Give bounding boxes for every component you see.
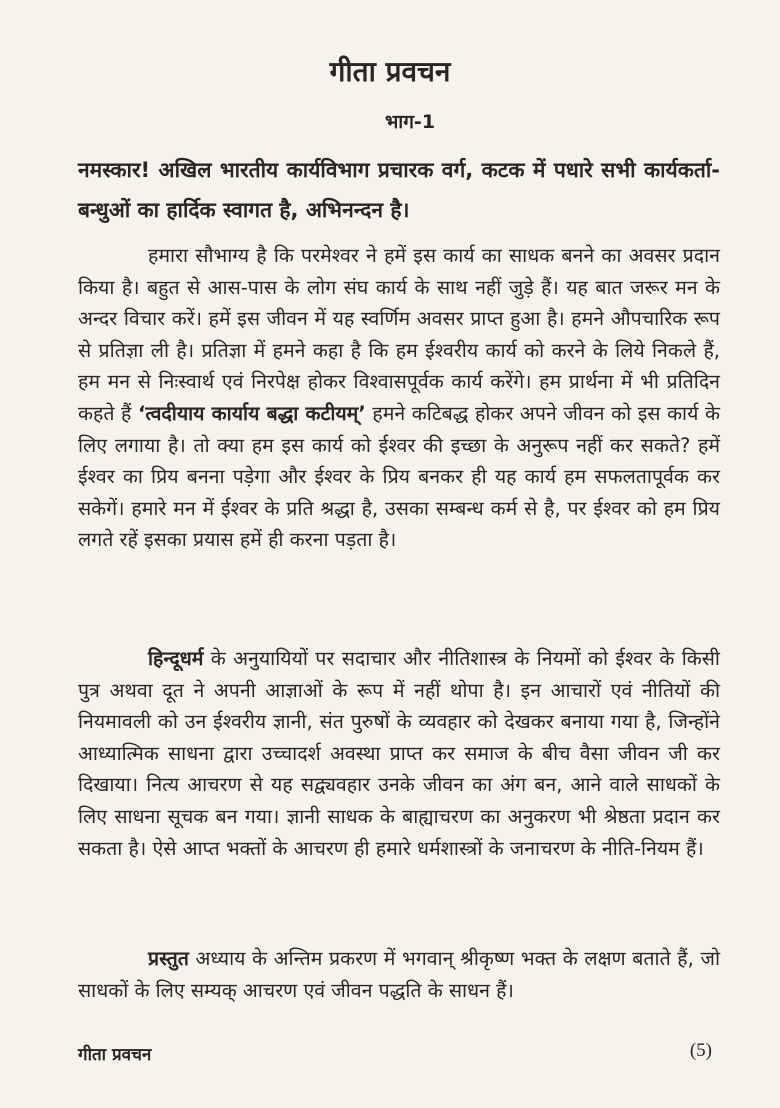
part-heading: भाग-1 (384, 111, 436, 133)
paragraph-1 (78, 240, 720, 556)
page-title: गीता प्रवचन (329, 55, 451, 88)
bold-lead-word: प्रस्तुत (148, 947, 189, 970)
paragraph-text: हमने कटिबद्ध होकर अपने जीवन को इस कार्य के लिए लगाया है। तो क्या हम इस कार्य को ईश्वर की इच्छा के अनुरूप नहीं कर सकते? हमें ईश्वर का प्रिय बनना पड़ेगा और ईश्वर के प्रिय बनकर ही यह कार्य हम सफलतापूर्वक कर सकेगें। हमारे मन में ईश्वर के प्रति श्रद्धा है, उसका सम्बन्ध कर्म से है, पर ईश्वर को हम प्रिय लगते रहें इसका प्रयास हमें ही करना पड़ता है। (78, 401, 720, 552)
paragraph-3 (78, 943, 720, 1006)
footer-book-title: गीता प्रवचन (78, 1045, 152, 1065)
intro-greeting: नमस्कार! अखिल भारतीय कार्यविभाग प्रचारक वर्ग, कटक में पधारे सभी कार्यकर्ता-बन्धुओं का हार्दिक स्वागत है, अभिनन्दन है। (78, 158, 720, 222)
page-number: (5) (689, 1040, 712, 1061)
paragraph-text: के अनुयायियों पर सदाचार और नीतिशास्त्र के नियमों को ईश्वर के किसी पुत्र अथवा दूत ने अपनी आज्ञाओं के रूप में नहीं थोपा है। इन आचारों एवं नीतियों की नियमावली को उन ईश्वरीय ज्ञानी, संत पुरुषों के व्यवहार को देखकर बनाया गया है, जिन्होंने आध्यात्मिक साधना द्वारा उच्चादर्श अवस्था प्राप्त कर समाज के बीच वैसा जीवन जी कर दिखाया। नित्य आचरण से यह सद्व्यवहार उनके जीवन का अंग बन, आने वाले साधकों के लिए साधना सूचक बन गया। ज्ञानी साधक के बाह्याचरण का अनुकरण भी श्रेष्ठता प्रदान कर सकता है। ऐसे आप्त भक्तों के आचरण ही हमारे धर्मशास्त्रों के जनाचरण के नीति-नियम हैं। (78, 647, 720, 860)
paragraph-2 (78, 643, 720, 864)
paragraph-text: हमारा सौभाग्य है कि परमेश्वर ने हमें इस कार्य का साधक बनने का अवसर प्रदान किया है। बहुत से आस-पास के लोग संघ कार्य के साथ नहीं जुड़े हैं। यह बात जरूर मन के अन्दर विचार करें। हमें इस जीवन में यह स्वर्णिम अवसर प्राप्त हुआ है। हमने औपचारिक रूप से प्रतिज्ञा ली है। प्रतिज्ञा में हमने कहा है कि हम ईश्वरीय कार्य को करने के लिये निकले हैं, हम मन से निःस्वार्थ एवं निरपेक्ष होकर विश्वासपूर्वक कार्य करेंगे। हम प्रार्थना में भी प्रतिदिन कहते हैं (78, 244, 720, 425)
bold-quote: ‘त्वदीयाय कार्याय बद्धा कटीयम्’ (138, 401, 366, 425)
paragraph-text: अध्याय के अन्तिम प्रकरण में भगवान् श्रीकृष्ण भक्त के लक्षण बताते हैं, जो साधकों के लिए सम्यक् आचरण एवं जीवन पद्धति के साधन हैं। (78, 947, 720, 1002)
bold-lead-word: हिन्दूधर्म (148, 647, 204, 670)
